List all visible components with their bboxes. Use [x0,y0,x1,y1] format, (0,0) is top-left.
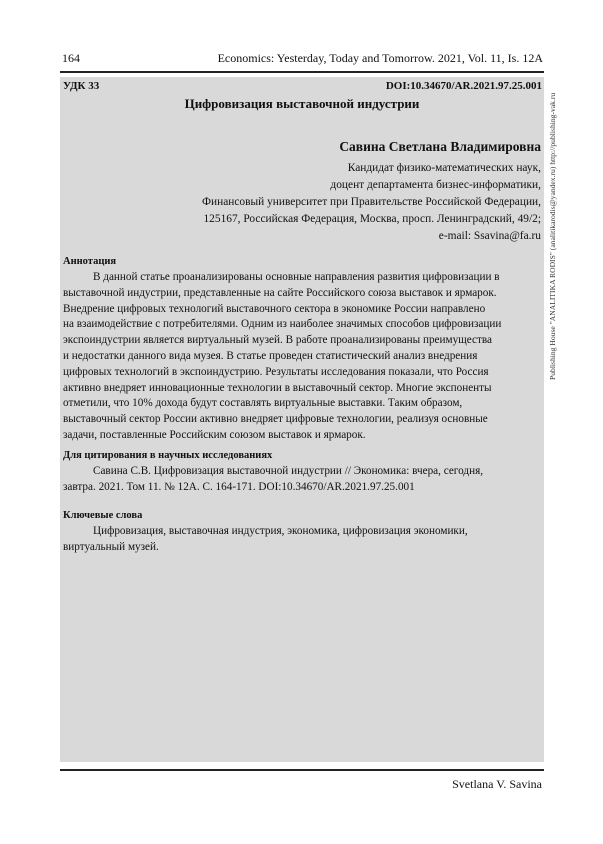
author-name: Савина Светлана Владимировна [339,139,541,154]
citation-text [63,464,541,496]
affiliation-line: 125167, Российская Федерация, Москва, просп. Ленинградский, 49/2; [203,213,541,225]
journal-title: Economics: Yesterday, Today and Tomorrow. 2021, Vol. 11, Is. 12A [217,51,543,65]
affiliation-line: Кандидат физико-математических наук, [347,162,541,174]
abstract-line: цифровых технологий в экспоиндустрию. Результаты исследования показали, что Россия [63,365,489,378]
abstract-line: выставочный сектор России активно внедряет цифровые технологии, реализуя основные [63,413,488,426]
article-title: Цифровизация выставочной индустрии [184,96,420,111]
citation-line: завтра. 2021. Том 11. № 12А. С. 164-171. DOI:10.34670/AR.2021.97.25.001 [63,480,415,493]
abstract-line: отметили, что 10% дохода будут составлять виртуальные выставки. Таким образом, [63,397,463,410]
affiliation-line: доцент департамента бизнес-информатики, [330,179,541,191]
footer-author: Svetlana V. Savina [452,777,542,791]
abstract-line: выставочной индустрии, представленные на сайте Российского союза выставок и ярмарок. [63,286,497,299]
header-rule [60,71,544,73]
author-email: e-mail: Ssavina@fa.ru [438,230,541,242]
abstract-line: экспоиндустрии является виртуальный музей. В работе проанализированы преимущества [63,334,492,347]
author-affiliation [121,160,541,245]
abstract-line: и недостатки данного вида музея. В статье проведен статистический анализ внедрения [63,349,478,362]
abstract-heading: Аннотация [63,256,117,267]
keywords-line: Цифровизация, выставочная индустрия, экономика, цифровизация экономики, [93,525,468,537]
udk-code: УДК 33 [63,80,100,92]
footer-rule [60,769,544,771]
affiliation-line: Финансовый университет при Правительстве Российской Федерации, [202,196,541,208]
keywords-line: виртуальный музей. [63,540,159,553]
keywords-text [63,524,541,556]
doi: DOI:10.34670/AR.2021.97.25.001 [385,80,542,92]
page-header [62,51,543,67]
abstract-line: на взаимодействие с потребителями. Одним из наиболее значимых способов цифровизации [63,318,502,331]
abstract-line: В данной статье проанализированы основные направления развития цифровизации в [93,271,500,283]
citation-line: Савина С.В. Цифровизация выставочной индустрии // Экономика: вчера, сегодня, [93,465,484,477]
abstract-line: Внедрение цифровых технологий выставочного сектора в экономике России направлено [63,302,486,315]
citation-heading: Для цитирования в научных исследованиях [63,450,273,461]
publisher-sidebar: Publishing House "ANALITIKA RODIS" (analitikarodis@yandex.ru) http://publishing-vak.ru [548,92,557,380]
keywords-heading: Ключевые слова [63,510,143,521]
abstract-line: активно внедряет инновационные технологии в выставочный сектор. Многие экспоненты [63,381,492,394]
abstract-text [63,270,541,444]
page-number: 164 [62,51,80,65]
abstract-line: задачи, поставленные Российским союзом выставок и ярмарок. [63,428,366,441]
